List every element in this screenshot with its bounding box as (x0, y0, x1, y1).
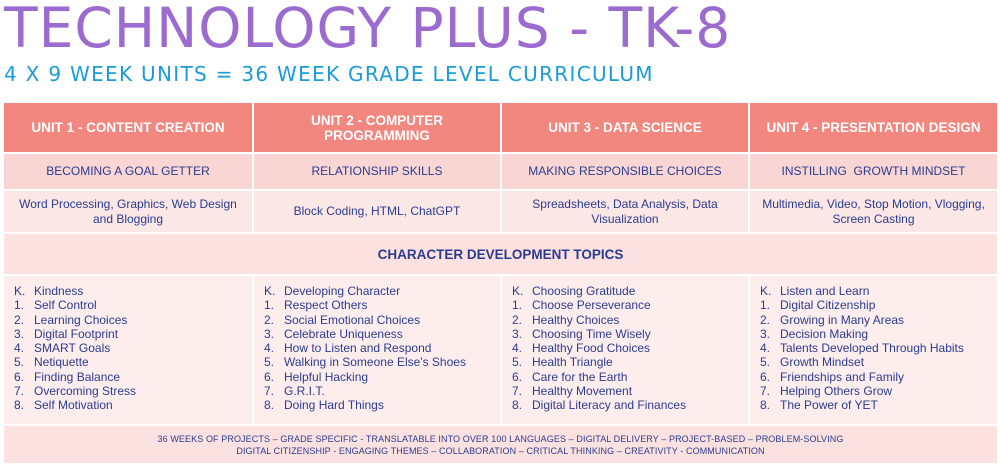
unit-3-subjects (500, 191, 748, 232)
topic-item (14, 341, 136, 355)
topic-text: Decision Making (780, 326, 869, 341)
topic-number: 5. (14, 355, 25, 370)
topic-text: Walking in Someone Else's Shoes (284, 355, 466, 370)
topic-number: 4. (14, 341, 25, 356)
unit-3-heading: UNIT 3 - DATA SCIENCE (500, 103, 748, 152)
topic-text: Growing in Many Areas (780, 312, 905, 327)
curriculum-table (4, 103, 997, 463)
topic-item (14, 370, 136, 384)
topic-item (512, 284, 686, 298)
topic-number: 8. (512, 398, 523, 413)
topic-number: 1. (264, 298, 275, 313)
topic-item (264, 384, 466, 398)
topic-item (14, 284, 136, 298)
unit-1-topics-cell (4, 276, 252, 424)
topic-text: Helpful Hacking (284, 369, 369, 384)
unit-1-subjects: Word Processing, Graphics, Web Design and Blogging (4, 191, 252, 232)
topic-number: 2. (512, 312, 523, 327)
page-subtitle: 4 X 9 WEEK UNITS = 36 WEEK GRADE LEVEL CURRICULUM (4, 62, 654, 86)
topic-number: 2. (760, 312, 771, 327)
topic-item (264, 327, 466, 341)
unit-2-heading (252, 103, 500, 152)
topic-text: The Power of YET (780, 398, 878, 413)
topic-text: SMART Goals (34, 341, 111, 356)
goal-row (4, 154, 997, 189)
topic-text: Digital Citizenship (780, 298, 876, 313)
topic-text: Health Triangle (532, 355, 613, 370)
topic-item (14, 355, 136, 369)
subjects-row (4, 191, 997, 232)
topic-number: K. (264, 284, 276, 298)
topic-text: Care for the Earth (532, 369, 628, 384)
footer-line-2: DIGITAL CITIZENSHIP - ENGAGING THEMES – COLLABORATION – CRITICAL THINKING – CREATIVITY - COMMUNICATION (236, 445, 765, 456)
topic-text: Respect Others (284, 298, 368, 313)
topic-item (14, 398, 136, 412)
unit-3-topics-cell (500, 276, 748, 424)
topic-text: Self Control (34, 298, 97, 313)
topic-number: 4. (264, 341, 275, 356)
topic-item (512, 313, 686, 327)
unit-3-subjects-text: Spreadsheets, Data Analysis, Data Visualization (532, 196, 718, 226)
unit-2-heading-text: UNIT 2 - COMPUTER PROGRAMMING (310, 112, 443, 143)
topic-item (760, 298, 964, 312)
topic-item (14, 313, 136, 327)
topic-number: 7. (760, 384, 771, 399)
topic-item (512, 398, 686, 412)
topic-number: K. (14, 284, 26, 298)
unit-4-heading: UNIT 4 - PRESENTATION DESIGN (748, 103, 997, 152)
topic-text: Listen and Learn (780, 284, 870, 298)
topic-text: Digital Footprint (34, 326, 119, 341)
topic-text: Overcoming Stress (34, 384, 137, 399)
topic-text: Healthy Choices (532, 312, 620, 327)
topic-number: 7. (14, 384, 25, 399)
unit-4-topics (760, 284, 964, 413)
unit-1-goal: BECOMING A GOAL GETTER (4, 154, 252, 189)
topic-number: 5. (264, 355, 275, 370)
topic-number: 8. (14, 398, 25, 413)
topic-text: Doing Hard Things (284, 398, 384, 413)
unit-2-topics-cell (252, 276, 500, 424)
character-heading-row (4, 234, 997, 274)
topic-text: How to Listen and Respond (284, 341, 432, 356)
topics-row (4, 276, 997, 424)
unit-4-topics-cell (748, 276, 997, 424)
topic-text: Developing Character (284, 284, 401, 298)
topic-item (264, 313, 466, 327)
topic-number: 2. (14, 312, 25, 327)
unit-3-topics (512, 284, 686, 413)
character-heading: CHARACTER DEVELOPMENT TOPICS (4, 234, 997, 274)
topic-item (760, 341, 964, 355)
topic-item (760, 327, 964, 341)
topic-text: Helping Others Grow (780, 384, 893, 399)
unit-4-subjects (748, 191, 997, 232)
topic-item (264, 355, 466, 369)
unit-1-heading: UNIT 1 - CONTENT CREATION (4, 103, 252, 152)
topic-number: 8. (760, 398, 771, 413)
unit-3-goal: MAKING RESPONSIBLE CHOICES (500, 154, 748, 189)
topic-item (264, 370, 466, 384)
topic-text: Self Motivation (34, 398, 113, 413)
footer-row (4, 426, 997, 463)
unit-4-subjects-text: Multimedia, Video, Stop Motion, Vlogging, Screen Casting (762, 196, 985, 226)
topic-number: 4. (760, 341, 771, 356)
topic-number: 8. (264, 398, 275, 413)
footer-line-1: 36 WEEKS OF PROJECTS – GRADE SPECIFIC - TRANSLATABLE INTO OVER 100 LANGUAGES – DIGITAL DELIVERY – PROJECT-BASED – PROBLEM-SOLVING (157, 433, 844, 444)
footer (4, 426, 997, 463)
topic-item (264, 298, 466, 312)
topic-number: 1. (760, 298, 771, 313)
topic-item (760, 398, 964, 412)
unit-2-topics (264, 284, 466, 413)
topic-number: 3. (512, 326, 523, 341)
topic-item (14, 327, 136, 341)
topic-item (14, 298, 136, 312)
topic-number: 5. (512, 355, 523, 370)
topic-item (14, 384, 136, 398)
topic-number: 7. (512, 384, 523, 399)
topic-text: Healthy Movement (532, 384, 633, 399)
topic-text: Celebrate Uniqueness (284, 326, 403, 341)
unit-2-goal: RELATIONSHIP SKILLS (252, 154, 500, 189)
topic-text: Netiquette (34, 355, 89, 370)
topic-item (512, 327, 686, 341)
topic-number: 1. (512, 298, 523, 313)
topic-text: Kindness (34, 284, 84, 298)
topic-item (512, 355, 686, 369)
topic-number: 7. (264, 384, 275, 399)
topic-text: Talents Developed Through Habits (780, 341, 964, 356)
topic-text: Choosing Time Wisely (532, 326, 651, 341)
topic-item (512, 298, 686, 312)
unit-header-row (4, 103, 997, 152)
topic-text: Learning Choices (34, 312, 128, 327)
topic-text: Choosing Gratitude (532, 284, 636, 298)
topic-number: 2. (264, 312, 275, 327)
topic-item (512, 370, 686, 384)
unit-1-topics (14, 284, 136, 413)
topic-item (264, 398, 466, 412)
topic-text: Healthy Food Choices (532, 341, 651, 356)
topic-item (760, 355, 964, 369)
topic-text: Finding Balance (34, 369, 121, 384)
topic-item (512, 341, 686, 355)
topic-number: 3. (264, 326, 275, 341)
topic-text: Digital Literacy and Finances (532, 398, 687, 413)
topic-number: 6. (760, 369, 771, 384)
topic-item (760, 284, 964, 298)
topic-number: K. (512, 284, 524, 298)
topic-number: 6. (264, 369, 275, 384)
topic-text: Friendships and Family (780, 369, 905, 384)
topic-item (760, 370, 964, 384)
topic-number: 3. (760, 326, 771, 341)
page-title: TECHNOLOGY PLUS - TK-8 (4, 0, 732, 60)
topic-number: 4. (512, 341, 523, 356)
topic-item (760, 313, 964, 327)
topic-number: 6. (14, 369, 25, 384)
topic-item (264, 341, 466, 355)
topic-item (512, 384, 686, 398)
topic-item (760, 384, 964, 398)
topic-text: Choose Perseverance (532, 298, 651, 313)
topic-number: 1. (14, 298, 25, 313)
topic-number: 6. (512, 369, 523, 384)
topic-number: 3. (14, 326, 25, 341)
topic-item (264, 284, 466, 298)
topic-text: G.R.I.T. (284, 384, 325, 399)
topic-text: Social Emotional Choices (284, 312, 421, 327)
unit-4-goal: INSTILLING GROWTH MINDSET (748, 154, 997, 189)
topic-text: Growth Mindset (780, 355, 865, 370)
topic-number: K. (760, 284, 772, 298)
unit-2-subjects: Block Coding, HTML, ChatGPT (252, 191, 500, 232)
topic-number: 5. (760, 355, 771, 370)
